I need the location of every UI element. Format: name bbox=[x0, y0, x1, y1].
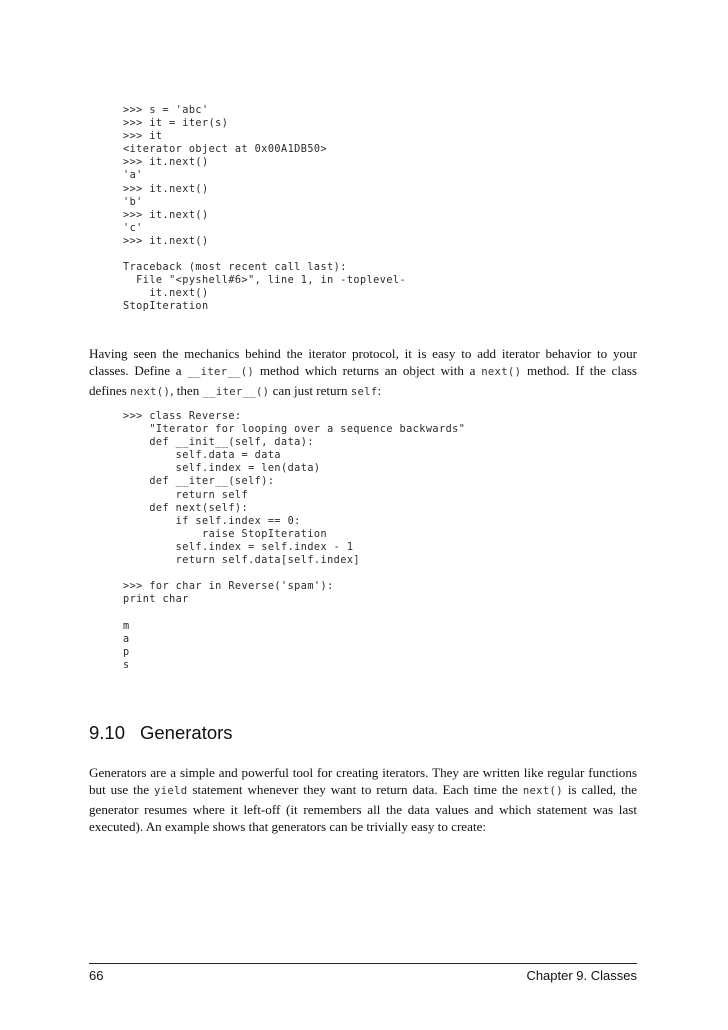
code-line: >>> it bbox=[123, 131, 163, 143]
paragraph-text: Having seen the mechanics behind the iterator protocol, it is easy to add iterator behavior to your classes. Define a bbox=[89, 346, 637, 379]
inline-code: yield bbox=[154, 785, 188, 798]
code-line: s bbox=[123, 659, 130, 671]
paragraph-text: method. If the class defines bbox=[89, 363, 638, 398]
section-heading bbox=[89, 722, 233, 744]
footer-divider bbox=[89, 963, 637, 964]
code-line bbox=[123, 606, 465, 619]
code-line: >>> it.next() bbox=[123, 183, 209, 195]
code-line: self.index = len(data) bbox=[123, 463, 321, 475]
code-line: 'b' bbox=[123, 196, 143, 208]
paragraph-text: method which returns an object with a bbox=[254, 363, 482, 379]
code-line: p bbox=[123, 646, 130, 658]
code-line: >>> for char in Reverse('spam'): bbox=[123, 581, 334, 593]
inline-code: __iter__() bbox=[202, 385, 270, 398]
code-line: m bbox=[123, 620, 130, 632]
section-title: Generators bbox=[140, 722, 233, 743]
code-line bbox=[123, 567, 465, 580]
section-number: 9.10 bbox=[89, 722, 126, 743]
code-line: StopIteration bbox=[123, 301, 209, 313]
code-line: 'a' bbox=[123, 170, 143, 182]
code-line: >>> s = 'abc' bbox=[123, 105, 209, 116]
code-line: >>> it.next() bbox=[123, 235, 209, 247]
inline-code: next() bbox=[522, 785, 563, 798]
code-line: >>> class Reverse: bbox=[123, 411, 242, 422]
code-line: "Iterator for looping over a sequence backwards" bbox=[123, 424, 466, 436]
inline-code: __iter__() bbox=[187, 366, 255, 379]
code-line: print char bbox=[123, 594, 189, 606]
page-number: 66 bbox=[89, 968, 104, 983]
paragraph-text: : bbox=[377, 382, 382, 398]
code-line: self.data = data bbox=[123, 450, 282, 462]
paragraph-text: Generators are a simple and powerful tool for creating iterators. They are written like regular functions but use the bbox=[89, 765, 637, 798]
code-line: a bbox=[123, 633, 130, 645]
code-line: >>> it.next() bbox=[123, 157, 209, 169]
code-line: 'c' bbox=[123, 222, 143, 234]
code-line: return self.data[self.index] bbox=[123, 555, 361, 567]
code-block-reverse-class bbox=[123, 410, 465, 672]
inline-code: next() bbox=[130, 385, 171, 398]
code-line: self.index = self.index - 1 bbox=[123, 541, 354, 553]
chapter-label: Chapter 9. Classes bbox=[526, 968, 637, 983]
code-line: Traceback (most recent call last): bbox=[123, 262, 347, 274]
inline-code: next() bbox=[481, 366, 522, 379]
code-line: File "<pyshell#6>", line 1, in -toplevel- bbox=[123, 275, 407, 287]
paragraph-iterator-behavior bbox=[89, 345, 637, 401]
code-block-iterator-demo bbox=[123, 104, 406, 314]
code-line: >>> it = iter(s) bbox=[123, 118, 229, 130]
code-line: it.next() bbox=[123, 288, 209, 300]
code-line: raise StopIteration bbox=[123, 528, 328, 540]
code-line: def next(self): bbox=[123, 502, 249, 514]
inline-code: self bbox=[350, 385, 378, 398]
code-line: def __init__(self, data): bbox=[123, 437, 314, 449]
code-line bbox=[123, 248, 406, 261]
code-line: <iterator object at 0x00A1DB50> bbox=[123, 144, 328, 156]
code-line: if self.index == 0: bbox=[123, 515, 301, 527]
paragraph-text: can just return bbox=[269, 382, 351, 398]
paragraph-generators-intro bbox=[89, 764, 637, 835]
code-line: def __iter__(self): bbox=[123, 476, 275, 488]
paragraph-text: is called, the generator resumes where it left-off (it remembers all the data values and which statement was last executed). An example shows that generators can be trivially easy to create: bbox=[89, 782, 637, 834]
code-line: >>> it.next() bbox=[123, 209, 209, 221]
code-line: return self bbox=[123, 489, 249, 501]
paragraph-text: statement whenever they want to return data. Each time the bbox=[187, 782, 523, 798]
paragraph-text: , then bbox=[170, 382, 203, 398]
